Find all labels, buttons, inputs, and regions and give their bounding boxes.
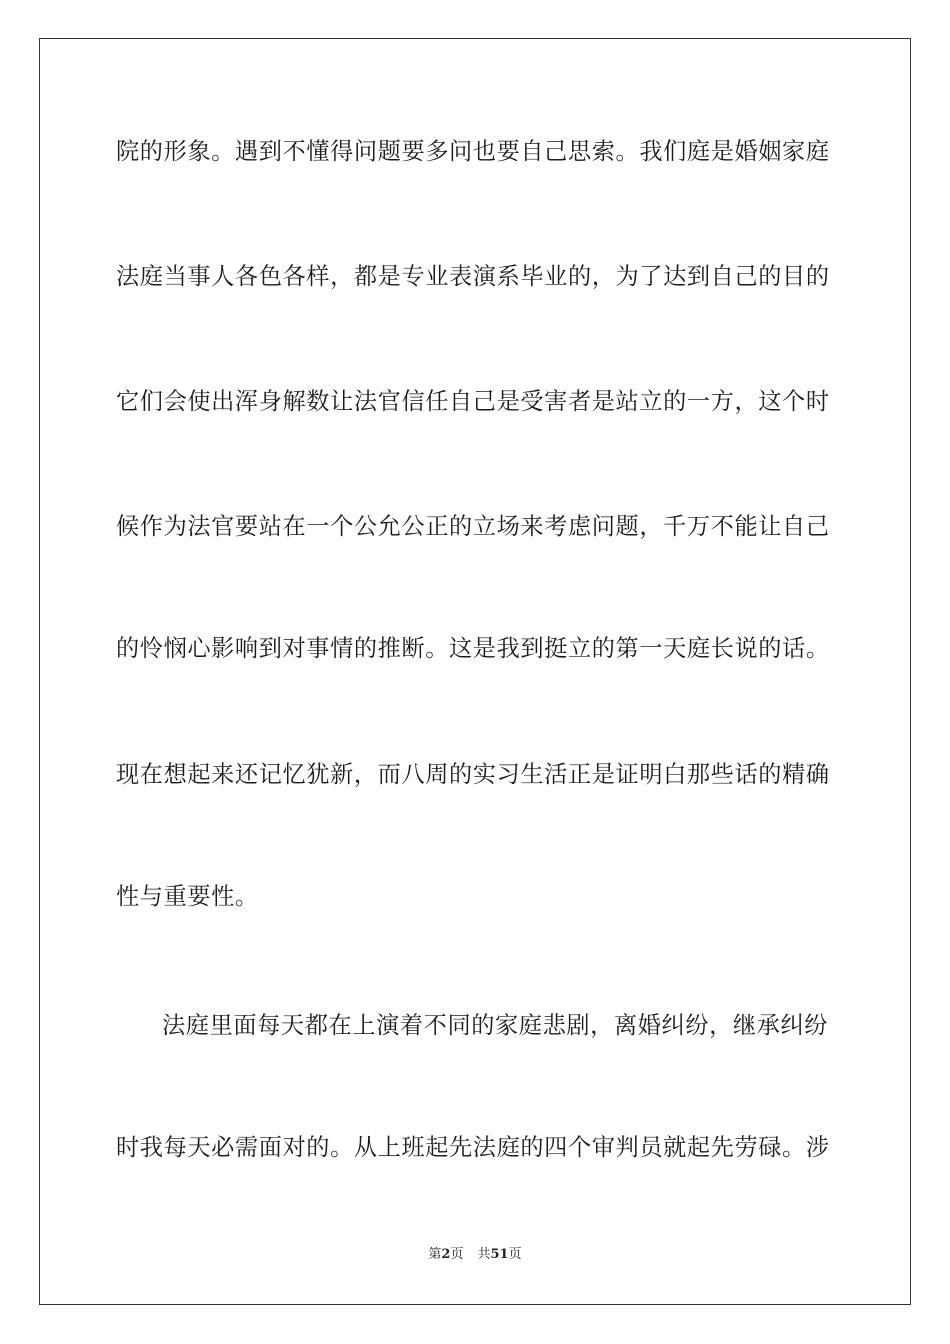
page-border bbox=[39, 38, 911, 1305]
footer-page-prefix: 第 bbox=[428, 1247, 442, 1262]
body-line-3: 它们会使出浑身解数让法官信任自己是受害者是站立的一方，这个时 bbox=[116, 388, 830, 415]
body-line-2: 法庭当事人各色各样，都是专业表演系毕业的，为了达到自己的目的 bbox=[116, 263, 830, 290]
body-line-6: 现在想起来还记忆犹新，而八周的实习生活正是证明白那些话的精确 bbox=[116, 761, 830, 788]
body-line-9: 时我每天必需面对的。从上班起先法庭的四个审判员就起先劳碌。涉 bbox=[116, 1134, 830, 1161]
body-line-4: 候作为法官要站在一个公允公正的立场来考虑问题，千万不能让自己 bbox=[116, 513, 830, 540]
body-line-5: 的怜悯心影响到对事情的推断。这是我到挺立的第一天庭长说的话。 bbox=[116, 635, 830, 662]
footer-total-pages: 51 bbox=[490, 1247, 509, 1262]
body-line-8-paragraph-start: 法庭里面每天都在上演着不同的家庭悲剧，离婚纠纷，继承纠纷 bbox=[162, 1012, 829, 1039]
footer-page-suffix: 页 bbox=[450, 1247, 464, 1262]
body-line-1: 院的形象。遇到不懂得问题要多问也要自己思索。我们庭是婚姻家庭 bbox=[116, 138, 830, 165]
footer-page-number: 2 bbox=[441, 1247, 451, 1262]
footer-total-suffix: 页 bbox=[508, 1247, 522, 1262]
page-footer bbox=[0, 1246, 950, 1264]
footer-total-prefix: 共 bbox=[477, 1247, 491, 1262]
body-line-7: 性与重要性。 bbox=[116, 883, 259, 910]
